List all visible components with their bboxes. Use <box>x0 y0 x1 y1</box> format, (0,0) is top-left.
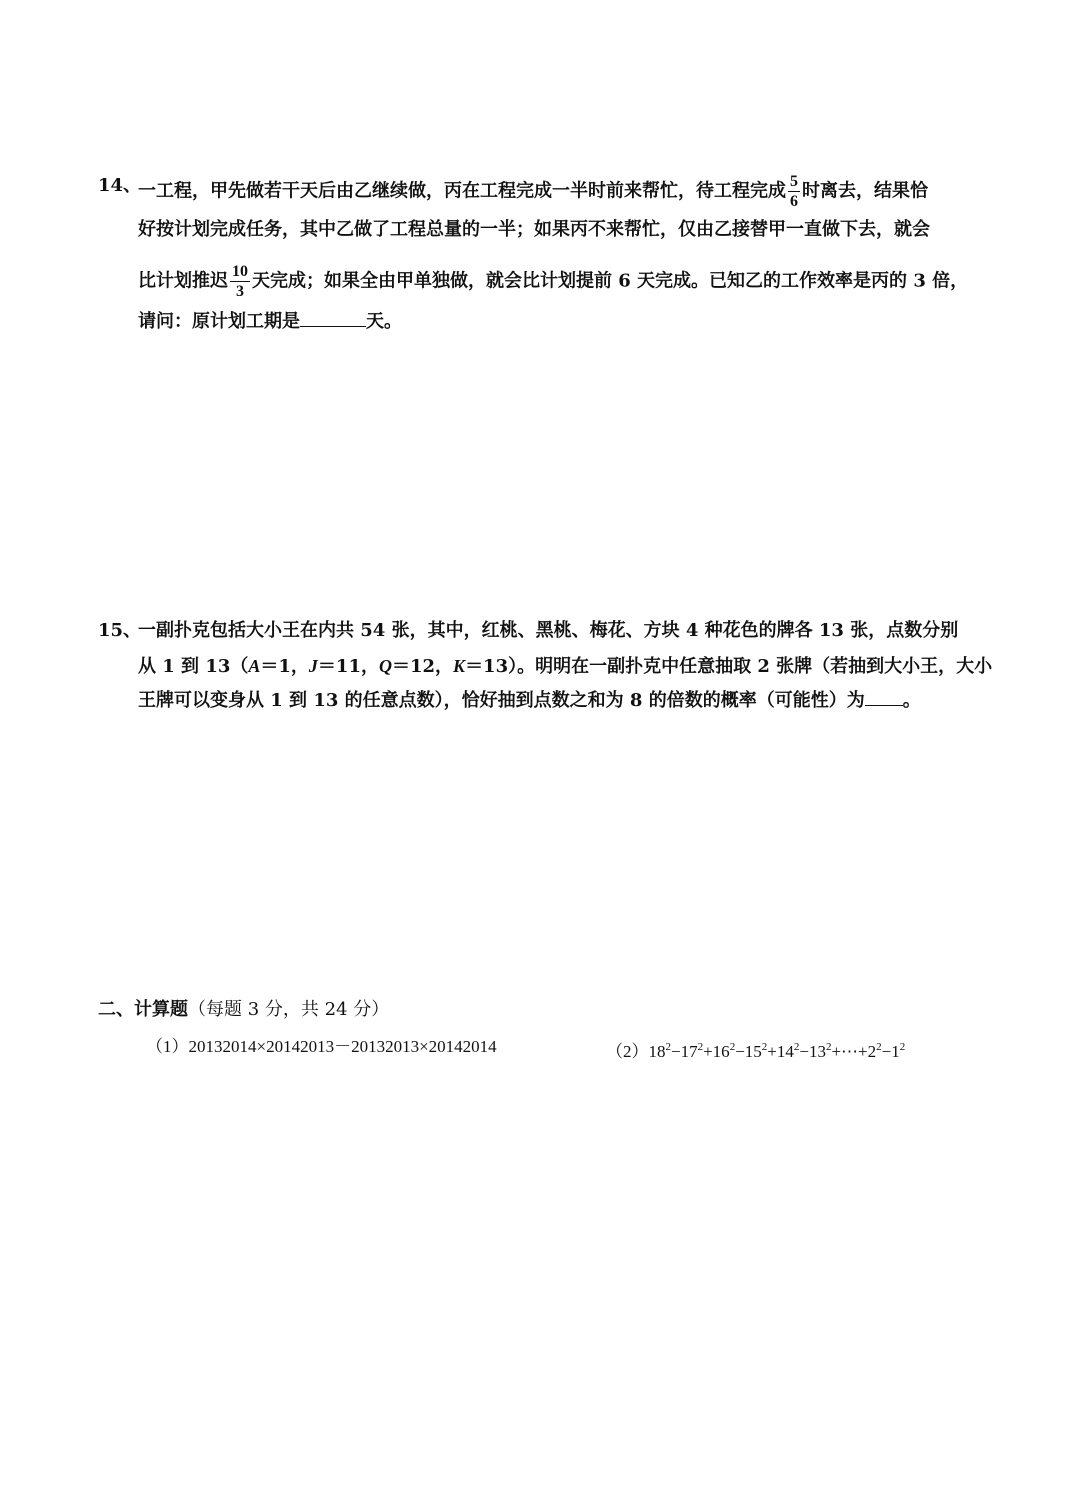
calc-item-2-exponent: 2 <box>729 1041 736 1053</box>
q14-text-3a: 比计划推迟 <box>138 270 228 292</box>
fraction-denominator: 6 <box>790 193 798 210</box>
calc-item-2-exponent: 2 <box>793 1041 800 1053</box>
var-j: J <box>308 656 318 676</box>
section-2-score-note: （每题 3 分，共 24 分） <box>188 999 390 1020</box>
calc-item-2-exponent: 2 <box>899 1041 906 1053</box>
eq-j: ＝11， <box>317 656 379 677</box>
calc-item-2-term: 18 <box>648 1042 666 1061</box>
calc-item-2-label: （2） <box>606 1042 649 1061</box>
calc-item-2-term: +16 <box>703 1042 730 1061</box>
q14-text-3b: 天完成；如果全由甲单独做，就会比计划提前 6 天完成。已知乙的工作效率是丙的 3 倍， <box>252 270 969 292</box>
fraction-ten-thirds <box>230 262 250 301</box>
question-14-line-2: 好按计划完成任务，其中乙做了工程总量的一半；如果丙不来帮忙，仅由乙接替甲一直做下去，就会 <box>138 219 930 240</box>
eq-q: ＝12， <box>391 656 454 677</box>
calc-item-2-exponent: 2 <box>761 1041 768 1053</box>
question-15-line-2 <box>138 652 998 681</box>
q14-text-4a: 请问：原计划工期是 <box>138 311 300 332</box>
q15-text-2a: 从 1 到 13（ <box>138 656 249 677</box>
calc-item-1 <box>146 1033 497 1061</box>
q14-text-1b: 时离去，结果恰 <box>802 180 928 202</box>
calc-item-2-exponent: 2 <box>665 1041 671 1053</box>
calc-item-2-exponent: 2 <box>825 1041 832 1053</box>
question-14-line-1 <box>138 172 998 211</box>
calc-item-2-exponent: 2 <box>876 1041 882 1053</box>
calc-item-1-label: （1） <box>146 1037 189 1056</box>
fraction-five-sixths <box>788 172 800 211</box>
answer-blank-14[interactable] <box>300 308 366 327</box>
calc-item-2-exponent: 2 <box>697 1041 704 1053</box>
calc-item-2-term: −17 <box>671 1042 698 1061</box>
q15-text-3a: 王牌可以变身从 1 到 13 的任意点数），恰好抽到点数之和为 8 的倍数的概率（可能性）为 <box>138 690 865 711</box>
fraction-denominator: 3 <box>236 283 244 300</box>
fraction-numerator: 10 <box>232 263 248 280</box>
section-2-title: 二、计算题 <box>98 999 188 1020</box>
var-a: A <box>248 656 261 676</box>
question-14-line-3 <box>138 262 998 301</box>
question-15-number: 15、 <box>98 620 142 641</box>
calc-item-2-term: +⋯+2 <box>831 1042 877 1061</box>
q14-text-4b: 天。 <box>366 311 402 332</box>
calc-item-1-expression: 20132014×20142013－20132013×20142014 <box>188 1037 497 1056</box>
fraction-numerator: 5 <box>790 173 798 190</box>
calc-item-2-term: −13 <box>799 1042 826 1061</box>
calc-item-2-term: −15 <box>735 1042 762 1061</box>
q14-text-1a: 一工程，甲先做若干天后由乙继续做，丙在工程完成一半时前来帮忙，待工程完成 <box>138 180 786 202</box>
var-k: K <box>453 656 466 676</box>
question-15-line-1: 一副扑克包括大小王在内共 54 张，其中，红桃、黑桃、梅花、方块 4 种花色的牌各 13 张，点数分别 <box>138 620 959 641</box>
eq-a: ＝1， <box>260 656 309 677</box>
eq-k: ＝13）。明明在一副扑克中任意抽取 2 张牌（若抽到大小王，大小 <box>465 656 993 677</box>
question-15-line-3 <box>138 687 998 715</box>
question-14-number: 14、 <box>98 175 142 196</box>
q15-text-3b: 。 <box>902 690 921 711</box>
calc-item-2 <box>606 1033 905 1066</box>
calc-item-2-term: +14 <box>767 1042 794 1061</box>
calc-item-2-term: −1 <box>881 1042 900 1061</box>
answer-blank-15[interactable] <box>865 687 903 706</box>
section-2-heading <box>98 996 389 1024</box>
var-q: Q <box>378 656 392 676</box>
calc-item-2-expression <box>649 1042 906 1061</box>
question-14-line-4 <box>138 308 998 336</box>
